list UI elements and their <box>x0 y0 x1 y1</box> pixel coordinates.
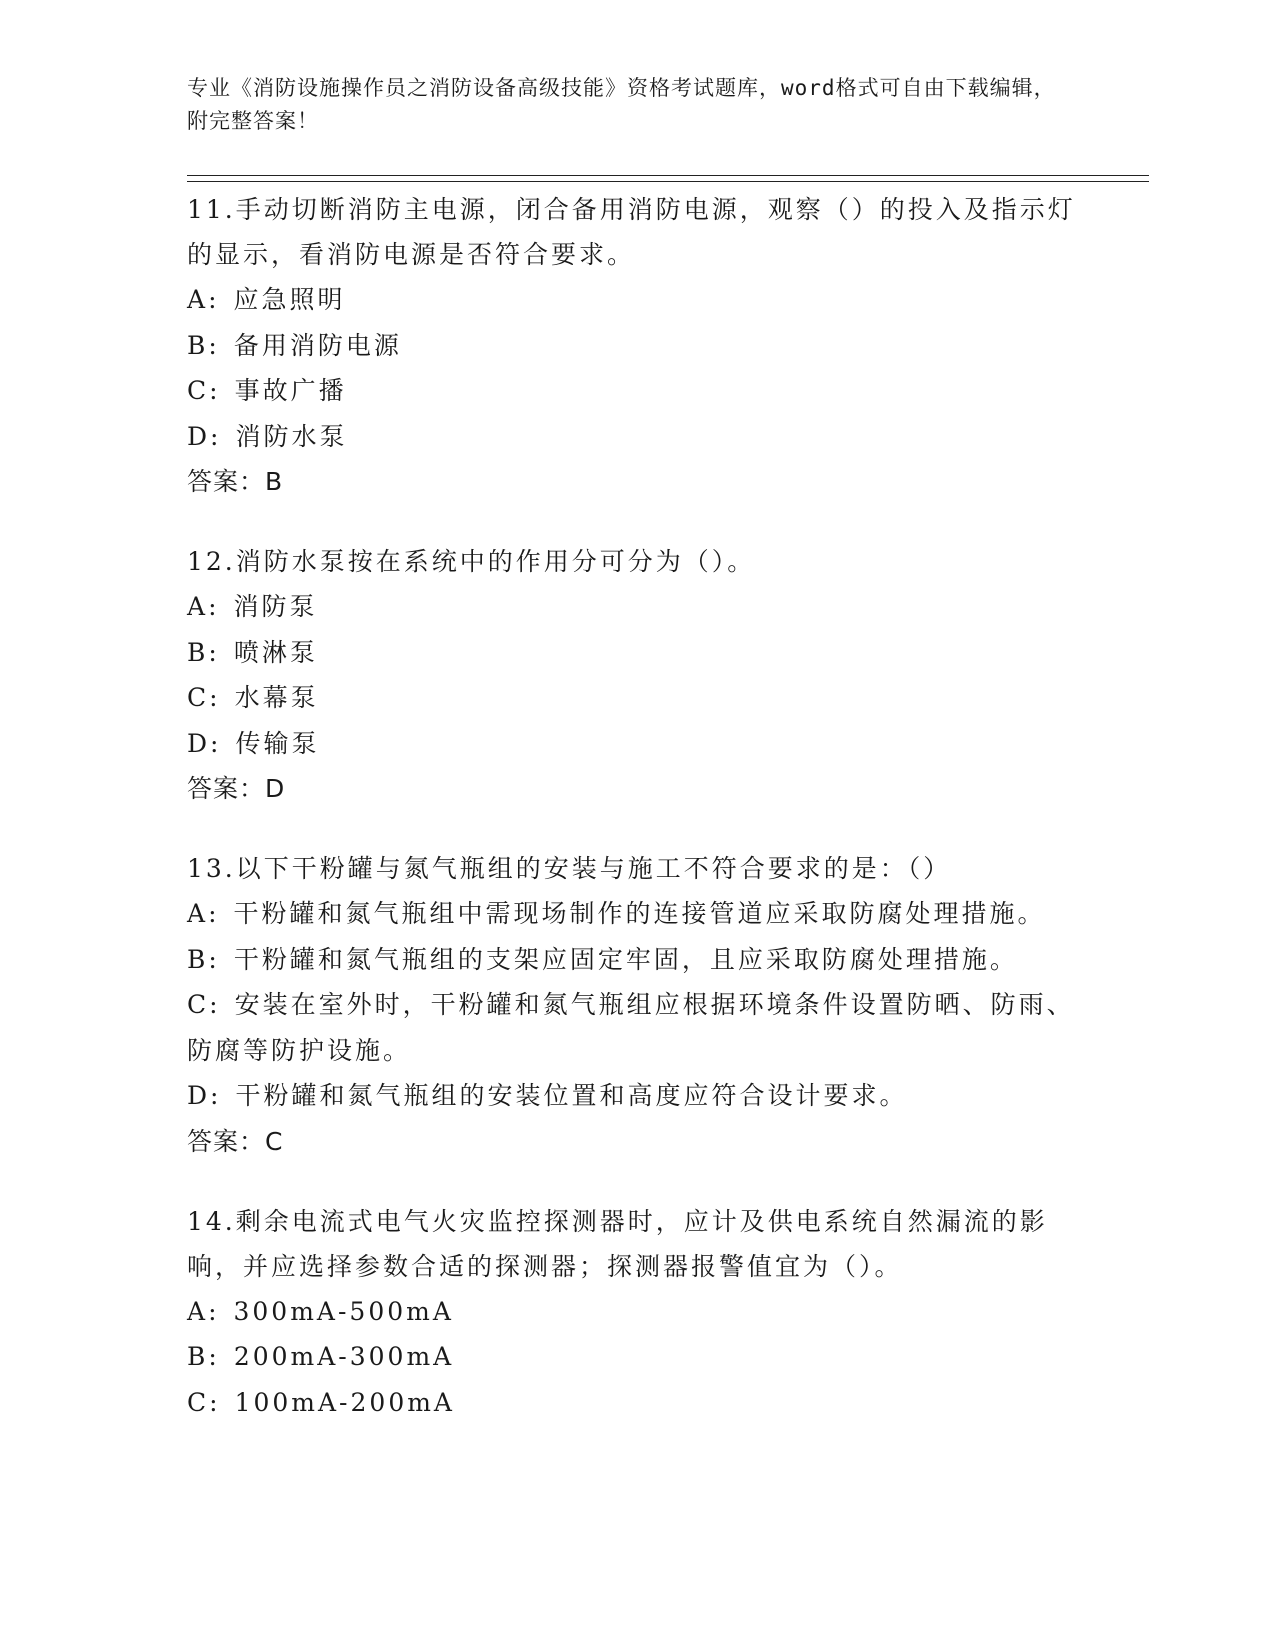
option-text: 消防泵 <box>233 592 318 621</box>
option-letter: B <box>187 944 209 974</box>
option-text: 事故广播 <box>234 376 347 405</box>
question-13 <box>187 846 1087 1165</box>
option-c: C: 安装在室外时，干粉罐和氮气瓶组应根据环境条件设置防晒、防雨、防腐等防护设施。 <box>187 982 1087 1073</box>
answer-label: 答案：D <box>187 774 286 803</box>
question-12 <box>187 539 1087 812</box>
option-c: C: 水幕泵 <box>187 675 1087 721</box>
question-stem: 11.手动切断消防主电源，闭合备用消防电源，观察（）的投入及指示灯的显示，看消防电源是否符合要求。 <box>187 195 1076 269</box>
option-letter: C <box>187 990 210 1019</box>
option-d: D: 干粉罐和氮气瓶组的安装位置和高度应符合设计要求。 <box>187 1073 1087 1119</box>
question-list <box>187 187 1087 1459</box>
header-rule-bottom <box>187 181 1149 182</box>
option-d: D: 传输泵 <box>187 721 1087 767</box>
option-text: 应急照明 <box>233 285 346 314</box>
option-d: D: 消防水泵 <box>187 414 1087 460</box>
option-text: 干粉罐和氮气瓶组的安装位置和高度应符合设计要求。 <box>235 1081 908 1110</box>
option-a: A: 应急照明 <box>187 277 1087 323</box>
option-text: 100mA-200mA <box>234 1387 455 1417</box>
question-14 <box>187 1199 1087 1426</box>
option-a: A: 300mA-500mA <box>187 1289 1087 1335</box>
option-text: 喷淋泵 <box>233 637 318 667</box>
question-stem: 14.剩余电流式电气火灾监控探测器时，应计及供电系统自然漏流的影响，并应选择参数合适的探测器；探测器报警值宜为（）。 <box>187 1206 1048 1281</box>
option-letter: D <box>187 728 211 758</box>
answer-label: 答案：B <box>187 467 284 496</box>
option-letter: C <box>187 376 210 405</box>
option-a: A: 干粉罐和氮气瓶组中需现场制作的连接管道应采取防腐处理措施。 <box>187 891 1087 937</box>
question-11 <box>187 187 1087 505</box>
option-a: A: 消防泵 <box>187 584 1087 630</box>
option-b: B: 干粉罐和氮气瓶组的支架应固定牢固，且应采取防腐处理措施。 <box>187 937 1087 983</box>
option-b: B: 200mA-300mA <box>187 1334 1087 1380</box>
option-c: C: 事故广播 <box>187 368 1087 414</box>
document-header: 专业《消防设施操作员之消防设备高级技能》资格考试题库，word格式可自由下载编辑，附完整答案！ <box>187 76 1056 133</box>
option-text: 消防水泵 <box>235 421 348 451</box>
option-text: 干粉罐和氮气瓶组的支架应固定牢固，且应采取防腐处理措施。 <box>233 944 1018 974</box>
answer-label: 答案：C <box>187 1126 284 1156</box>
option-letter: A <box>187 1296 209 1326</box>
option-text: 水幕泵 <box>234 683 319 712</box>
question-stem: 12.消防水泵按在系统中的作用分可分为（）。 <box>187 547 756 576</box>
option-letter: A <box>187 592 209 621</box>
option-b: B: 备用消防电源 <box>187 323 1087 369</box>
option-letter: C <box>187 1387 210 1417</box>
option-c: C: 100mA-200mA <box>187 1380 1087 1426</box>
option-text: 200mA-300mA <box>233 1342 455 1371</box>
option-letter: A <box>187 899 209 928</box>
option-letter: B <box>187 637 209 667</box>
option-letter: B <box>187 330 209 360</box>
option-letter: C <box>187 683 210 712</box>
option-letter: D <box>187 421 211 451</box>
option-text: 300mA-500mA <box>233 1296 454 1326</box>
option-letter: A <box>187 285 209 314</box>
header-rule-top <box>187 175 1149 176</box>
question-stem: 13.以下干粉罐与氮气瓶组的安装与施工不符合要求的是：（） <box>187 854 952 883</box>
option-text: 备用消防电源 <box>233 330 402 360</box>
option-text: 传输泵 <box>235 728 320 758</box>
option-b: B: 喷淋泵 <box>187 630 1087 676</box>
option-text: 干粉罐和氮气瓶组中需现场制作的连接管道应采取防腐处理措施。 <box>233 899 1046 928</box>
option-letter: B <box>187 1342 209 1371</box>
option-text: 安装在室外时，干粉罐和氮气瓶组应根据环境条件设置防晒、防雨、防腐等防护设施。 <box>187 990 1075 1065</box>
option-letter: D <box>187 1081 211 1110</box>
